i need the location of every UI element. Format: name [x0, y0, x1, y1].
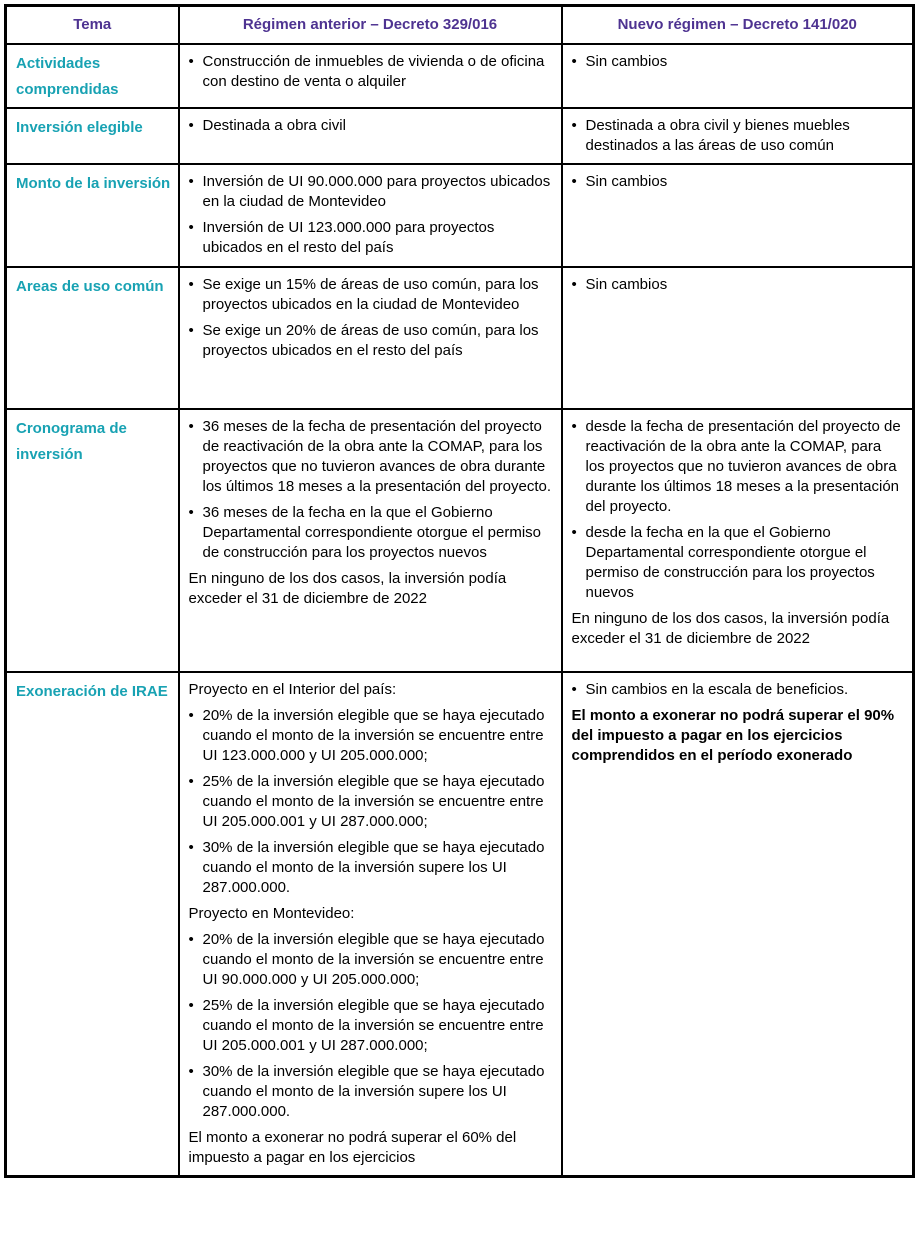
anterior-cell — [179, 164, 562, 267]
header-nuevo-regimen: Nuevo régimen – Decreto 141/020 — [562, 6, 914, 44]
paragraph: Proyecto en el Interior del país: — [188, 680, 397, 698]
bullet-text: 30% de la inversión elegible que se haya ejecutado cuando el monto de la inversión supere los UI 287.000.000. — [202, 1062, 545, 1120]
paragraph: El monto a exonerar no podrá superar el 90% del impuesto a pagar en los ejercicios comprendidos en el período exonerado — [571, 706, 895, 764]
bullet-item — [189, 321, 553, 361]
table-body — [6, 44, 914, 1177]
bullet-text: Destinada a obra civil — [202, 116, 346, 134]
bullet-icon: • — [188, 275, 194, 293]
bullet-text: desde la fecha en la que el Gobierno Departamental correspondiente otorgue el permiso de construcción para los proyectos nuevos — [585, 523, 875, 601]
bullet-icon: • — [188, 996, 194, 1014]
bullet-item — [189, 275, 553, 315]
bullet-icon: • — [188, 417, 194, 435]
nuevo-cell — [562, 108, 914, 164]
bullet-item — [572, 417, 905, 517]
bullet-text: Sin cambios — [585, 172, 668, 190]
header-regimen-anterior: Régimen anterior – Decreto 329/016 — [179, 6, 562, 44]
bullet-item — [572, 680, 905, 700]
table-row — [6, 108, 914, 164]
bullet-text: 20% de la inversión elegible que se haya ejecutado cuando el monto de la inversión se encuentre entre UI 90.000.000 y UI 205.000.000; — [202, 930, 545, 988]
bullet-icon: • — [188, 1062, 194, 1080]
bullet-icon: • — [188, 503, 194, 521]
bullet-icon: • — [188, 172, 194, 190]
bullet-text: 36 meses de la fecha de presentación del proyecto de reactivación de la obra ante la COMAP, para los proyectos que no tuvieron avances de obra durante los últimos 18 meses a la presentación del proyecto. — [202, 417, 552, 495]
bullet-text: Sin cambios — [585, 275, 668, 293]
bullet-item — [572, 116, 905, 156]
bullet-item — [572, 275, 905, 295]
table-row — [6, 672, 914, 1177]
table-row — [6, 164, 914, 267]
tema-cell: Exoneración de IRAE — [6, 672, 179, 1177]
bullet-text: Destinada a obra civil y bienes muebles destinados a las áreas de uso común — [585, 116, 850, 154]
bullet-text: Sin cambios — [585, 52, 668, 70]
paragraph: Proyecto en Montevideo: — [188, 904, 355, 922]
bullet-icon: • — [188, 772, 194, 790]
bullet-icon: • — [188, 838, 194, 856]
bullet-icon: • — [571, 172, 577, 190]
header-tema: Tema — [6, 6, 179, 44]
bullet-icon: • — [571, 417, 577, 435]
anterior-cell — [179, 267, 562, 409]
bullet-text: 25% de la inversión elegible que se haya ejecutado cuando el monto de la inversión se encuentre entre UI 205.000.001 y UI 287.000.000; — [202, 996, 545, 1054]
anterior-cell — [179, 108, 562, 164]
bullet-item — [572, 52, 905, 72]
bullet-icon: • — [188, 706, 194, 724]
bullet-item — [189, 1062, 553, 1122]
paragraph: En ninguno de los dos casos, la inversión podía exceder el 31 de diciembre de 2022 — [571, 609, 890, 647]
bullet-item — [189, 772, 553, 832]
nuevo-cell — [562, 672, 914, 1177]
bullet-text: Se exige un 20% de áreas de uso común, para los proyectos ubicados en el resto del país — [202, 321, 539, 359]
bullet-icon: • — [188, 218, 194, 236]
table-row — [6, 267, 914, 409]
bullet-item — [189, 172, 553, 212]
bullet-icon: • — [188, 930, 194, 948]
bullet-icon: • — [571, 52, 577, 70]
bullet-item — [189, 417, 553, 497]
bullet-icon: • — [188, 321, 194, 339]
bullet-text: Sin cambios en la escala de beneficios. — [585, 680, 849, 698]
header-row — [6, 6, 914, 44]
bullet-item — [189, 706, 553, 766]
bullet-item — [189, 838, 553, 898]
tema-cell: Cronograma de inversión — [6, 409, 179, 672]
bullet-text: Se exige un 15% de áreas de uso común, para los proyectos ubicados en la ciudad de Montevideo — [202, 275, 539, 313]
table-row — [6, 409, 914, 672]
bullet-text: Inversión de UI 123.000.000 para proyectos ubicados en el resto del país — [202, 218, 495, 256]
bullet-icon: • — [571, 523, 577, 541]
bullet-item — [572, 523, 905, 603]
bullet-text: Inversión de UI 90.000.000 para proyectos ubicados en la ciudad de Montevideo — [202, 172, 551, 210]
anterior-cell — [179, 44, 562, 108]
nuevo-cell — [562, 44, 914, 108]
bullet-item — [572, 172, 905, 192]
paragraph: En ninguno de los dos casos, la inversión podía exceder el 31 de diciembre de 2022 — [188, 569, 507, 607]
bullet-item — [189, 218, 553, 258]
bullet-item — [189, 116, 553, 136]
bullet-item — [189, 503, 553, 563]
bullet-item — [189, 930, 553, 990]
bullet-text: 25% de la inversión elegible que se haya ejecutado cuando el monto de la inversión se encuentre entre UI 205.000.001 y UI 287.000.000; — [202, 772, 545, 830]
bullet-text: 20% de la inversión elegible que se haya ejecutado cuando el monto de la inversión se encuentre entre UI 123.000.000 y UI 205.000.000; — [202, 706, 545, 764]
bullet-text: 30% de la inversión elegible que se haya ejecutado cuando el monto de la inversión supere los UI 287.000.000. — [202, 838, 545, 896]
bullet-item — [189, 52, 553, 92]
bullet-icon: • — [571, 275, 577, 293]
bullet-item — [189, 996, 553, 1056]
tema-cell: Monto de la inversión — [6, 164, 179, 267]
bullet-icon: • — [188, 116, 194, 134]
bullet-icon: • — [571, 680, 577, 698]
comparison-table — [4, 4, 915, 1178]
bullet-text: Construcción de inmuebles de vivienda o de oficina con destino de venta o alquiler — [202, 52, 545, 90]
nuevo-cell — [562, 409, 914, 672]
anterior-cell — [179, 672, 562, 1177]
tema-cell: Inversión elegible — [6, 108, 179, 164]
paragraph: El monto a exonerar no podrá superar el 60% del impuesto a pagar en los ejercicios — [188, 1128, 517, 1166]
bullet-text: 36 meses de la fecha en la que el Gobierno Departamental correspondiente otorgue el permiso de construcción para los proyectos nuevos — [202, 503, 542, 561]
anterior-cell — [179, 409, 562, 672]
nuevo-cell — [562, 267, 914, 409]
table-row — [6, 44, 914, 108]
tema-cell: Areas de uso común — [6, 267, 179, 409]
bullet-icon: • — [188, 52, 194, 70]
tema-cell: Actividades comprendidas — [6, 44, 179, 108]
bullet-icon: • — [571, 116, 577, 134]
nuevo-cell — [562, 164, 914, 267]
bullet-text: desde la fecha de presentación del proyecto de reactivación de la obra ante la COMAP, para los proyectos que no tuvieron avances de obra durante los últimos 18 meses a la presentación del proyecto. — [585, 417, 901, 515]
